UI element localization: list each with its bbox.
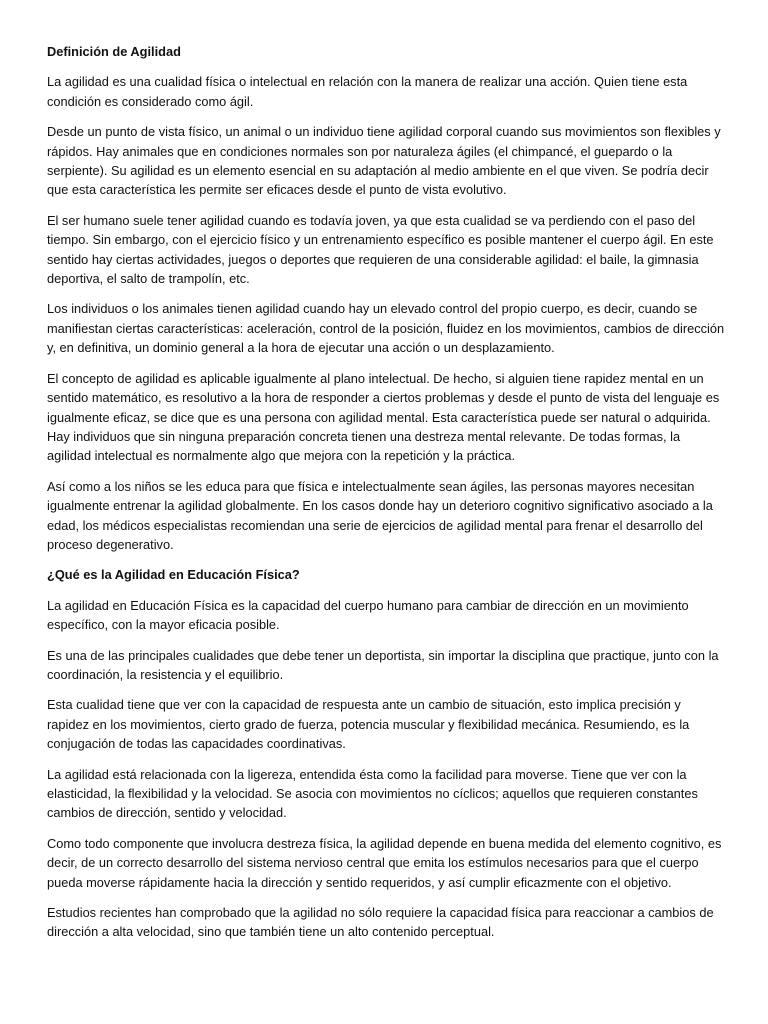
paragraph: Como todo componente que involucra destreza física, la agilidad depende en buena medida del elemento cognitivo, es decir, de un correcto desarrollo del sistema nervioso central que emita los estímulos necesarios para que el cuerpo pueda moverse rápidamente hacia la dirección y sentido requeridos, y así cumplir eficazmente con el objetivo. [47, 835, 722, 890]
paragraph: Los individuos o los animales tienen agilidad cuando hay un elevado control del propio cuerpo, es decir, cuando se manifiestan ciertas características: aceleración, control de la posición, fluidez en los movimientos, cambios de dirección y, en definitiva, un dominio general a la hora de ejecutar una acción o un desplazamiento. [47, 301, 725, 356]
paragraph: La agilidad es una cualidad física o intelectual en relación con la manera de realizar una acción. Quien tiene esta condición es considerado como ágil. [47, 74, 688, 109]
section-heading-definicion: Definición de Agilidad [47, 44, 181, 59]
paragraph: El ser humano suele tener agilidad cuando es todavía joven, ya que esta cualidad se va perdiendo con el paso del tiempo. Sin embargo, con el ejercicio físico y un entrenamiento específico es posible mantener el cuerpo ágil. En este sentido hay ciertas actividades, juegos o deportes que requieren de una considerable agilidad: el baile, la gimnasia deportiva, el salto de trampolín, etc. [47, 212, 714, 287]
paragraph: La agilidad en Educación Física es la capacidad del cuerpo humano para cambiar de dirección en un movimiento específico, con la mayor eficacia posible. [47, 597, 689, 633]
paragraph: El concepto de agilidad es aplicable igualmente al plano intelectual. De hecho, si alguien tiene rapidez mental en un sentido matemático, es resolutivo a la hora de responder a ciertos problemas y desde el punto de vista del lenguaje es igualmente eficaz, se dice que es una persona con agilidad mental. Esta característica puede ser natural o adquirida. Hay individuos que sin ninguna preparación concreta tienen una destreza mental relevante. De todas formas, la agilidad intelectual es normalmente algo que mejora con la repetición y la práctica. [47, 370, 720, 464]
paragraph: La agilidad está relacionada con la ligereza, entendida ésta como la facilidad para moverse. Tiene que ver con la elasticidad, la flexibilidad y la velocidad. Se asocia con movimientos no cíclicos; aquellos que requieren constantes cambios de dirección, sentido y velocidad. [47, 766, 698, 821]
document-page [47, 42, 725, 953]
section-heading-educacion-fisica: ¿Qué es la Agilidad en Educación Física? [47, 567, 300, 583]
paragraph: Esta cualidad tiene que ver con la capacidad de respuesta ante un cambio de situación, esto implica precisión y rapidez en los movimientos, cierto grado de fuerza, potencia muscular y flexibilidad mecánica. Resumiendo, es la conjugación de todas las capacidades coordinativas. [47, 697, 690, 752]
paragraph: Estudios recientes han comprobado que la agilidad no sólo requiere la capacidad física para reaccionar a cambios de dirección a alta velocidad, sino que también tiene un alto contenido perceptual. [47, 905, 714, 940]
paragraph: Así como a los niños se les educa para que física e intelectualmente sean ágiles, las personas mayores necesitan igualmente entrenar la agilidad globalmente. En los casos donde hay un deterioro cognitivo significativo asociado a la edad, los médicos especialistas recomiendan una serie de ejercicios de agilidad mental para frenar el desarrollo del proceso degenerativo. [47, 478, 713, 552]
paragraph: Es una de las principales cualidades que debe tener un deportista, sin importar la disciplina que practique, junto con la coordinación, la resistencia y el equilibrio. [47, 647, 719, 682]
paragraph: Desde un punto de vista físico, un animal o un individuo tiene agilidad corporal cuando sus movimientos son flexibles y rápidos. Hay animales que en condiciones normales son por naturaleza ágiles (el chimpancé, el guepardo o la serpiente). Su agilidad es un elemento esencial en su adaptación al medio ambiente en el que viven. Se podría decir que esta característica les permite ser eficaces desde el punto de vista evolutivo. [47, 124, 721, 198]
